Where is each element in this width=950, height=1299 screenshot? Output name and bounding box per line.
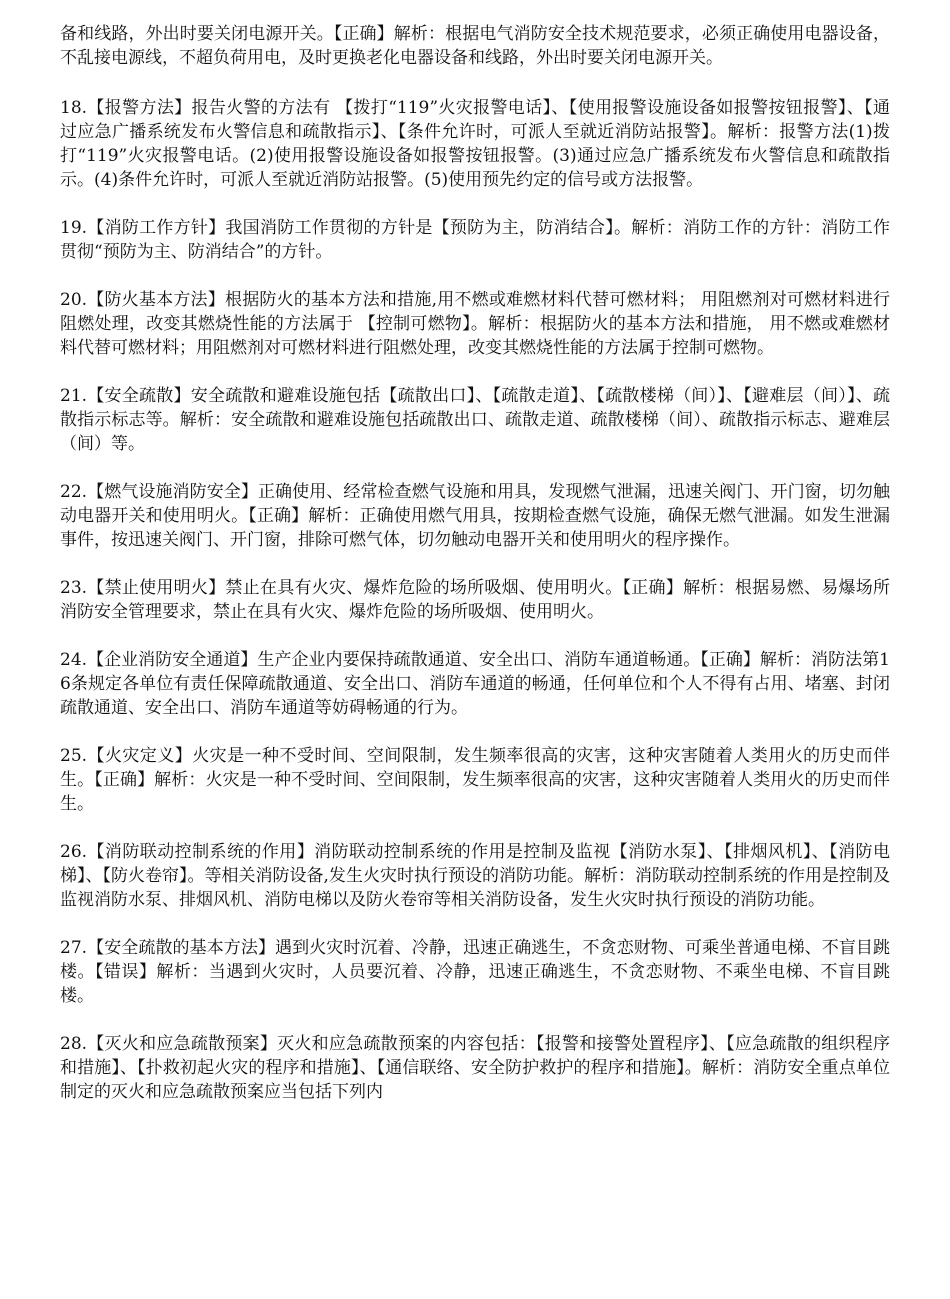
paragraph-item-26: 26.【消防联动控制系统的作用】消防联动控制系统的作用是控制及监视【消防水泵】、【排烟风机】、【消防电梯】、【防火卷帘】。等相关消防设备,发生火灾时执行预设的消防功能。解析：消防联动控制系统的作用是控制及监视消防水泵、排烟风机、消防电梯以及防火卷帘等相关消防设备，发生火灾时执行预设的消防功能。 xyxy=(60,842,890,910)
paragraph-item-20: 20.【防火基本方法】根据防火的基本方法和措施,用不燃或难燃材料代替可燃材料； 用阻燃剂对可燃材料进行阻燃处理，改变其燃烧性能的方法属于 【控制可燃物】。解析：根据防火的基本方法和措施， 用不燃或难燃材料代替可燃材料；用阻燃剂对可燃材料进行阻燃处理，改变其燃烧性能的方法属于控制可燃物。 xyxy=(60,290,890,358)
paragraph-item-22: 22.【燃气设施消防安全】正确使用、经常检查燃气设施和用具，发现燃气泄漏，迅速关阀门、开门窗，切勿触动电器开关和使用明火。【正确】解析：正确使用燃气用具，按期检查燃气设施，确保无燃气泄漏。如发生泄漏事件，按迅速关阀门、开门窗，排除可燃气体，切勿触动电器开关和使用明火的程序操作。 xyxy=(60,482,890,550)
paragraph-item-18: 18.【报警方法】报告火警的方法有 【拨打“119”火灾报警电话】、【使用报警设施设备如报警按钮报警】、【通过应急广播系统发布火警信息和疏散指示】、【条件允许时，可派人至就近消防站报警】。解析：报警方法(1)拨打“119”火灾报警电话。(2)使用报警设施设备如报警按钮报警。(3)通过应急广播系统发布火警信息和疏散指示。(4)条件允许时，可派人至就近消防站报警。(5)使用预先约定的信号或方法报警。 xyxy=(60,98,890,190)
paragraph-item-28: 28.【灭火和应急疏散预案】灭火和应急疏散预案的内容包括：【报警和接警处置程序】、【应急疏散的组织程序和措施】、【扑救初起火灾的程序和措施】、【通信联络、安全防护救护的程序和措施】。解析：消防安全重点单位制定的灭火和应急疏散预案应当包括下列内 xyxy=(60,1034,890,1102)
paragraph-continuation: 备和线路，外出时要关闭电源开关。【正确】解析：根据电气消防安全技术规范要求，必须正确使用电器设备，不乱接电源线，不超负荷用电，及时更换老化电器设备和线路，外出时要关闭电源开关。 xyxy=(60,24,890,68)
paragraph-item-24: 24.【企业消防安全通道】生产企业内要保持疏散通道、安全出口、消防车通道畅通。【正确】解析：消防法第16条规定各单位有责任保障疏散通道、安全出口、消防车通道的畅通，任何单位和个人不得有占用、堵塞、封闭疏散通道、安全出口、消防车通道等妨碍畅通的行为。 xyxy=(60,650,890,718)
paragraph-item-23: 23.【禁止使用明火】禁止在具有火灾、爆炸危险的场所吸烟、使用明火。【正确】解析：根据易燃、易爆场所消防安全管理要求，禁止在具有火灾、爆炸危险的场所吸烟、使用明火。 xyxy=(60,578,890,622)
paragraph-item-21: 21.【安全疏散】安全疏散和避难设施包括【疏散出口】、【疏散走道】、【疏散楼梯（间）】、【避难层（间）】、疏散指示标志等。解析：安全疏散和避难设施包括疏散出口、疏散走道、疏散楼梯（间）、疏散指示标志、避难层（间）等。 xyxy=(60,386,890,454)
document-page xyxy=(60,22,890,1128)
paragraph-item-25: 25.【火灾定义】火灾是一种不受时间、空间限制，发生频率很高的灾害，这种灾害随着人类用火的历史而伴生。【正确】解析：火灾是一种不受时间、空间限制，发生频率很高的灾害，这种灾害随着人类用火的历史而伴生。 xyxy=(60,746,890,814)
paragraph-item-27: 27.【安全疏散的基本方法】遇到火灾时沉着、冷静，迅速正确逃生，不贪恋财物、可乘坐普通电梯、不盲目跳楼。【错误】解析：当遇到火灾时，人员要沉着、冷静，迅速正确逃生，不贪恋财物、不乘坐电梯、不盲目跳楼。 xyxy=(60,938,890,1006)
paragraph-item-19: 19.【消防工作方针】我国消防工作贯彻的方针是【预防为主，防消结合】。解析：消防工作的方针：消防工作贯彻“预防为主、防消结合”的方针。 xyxy=(60,218,890,262)
